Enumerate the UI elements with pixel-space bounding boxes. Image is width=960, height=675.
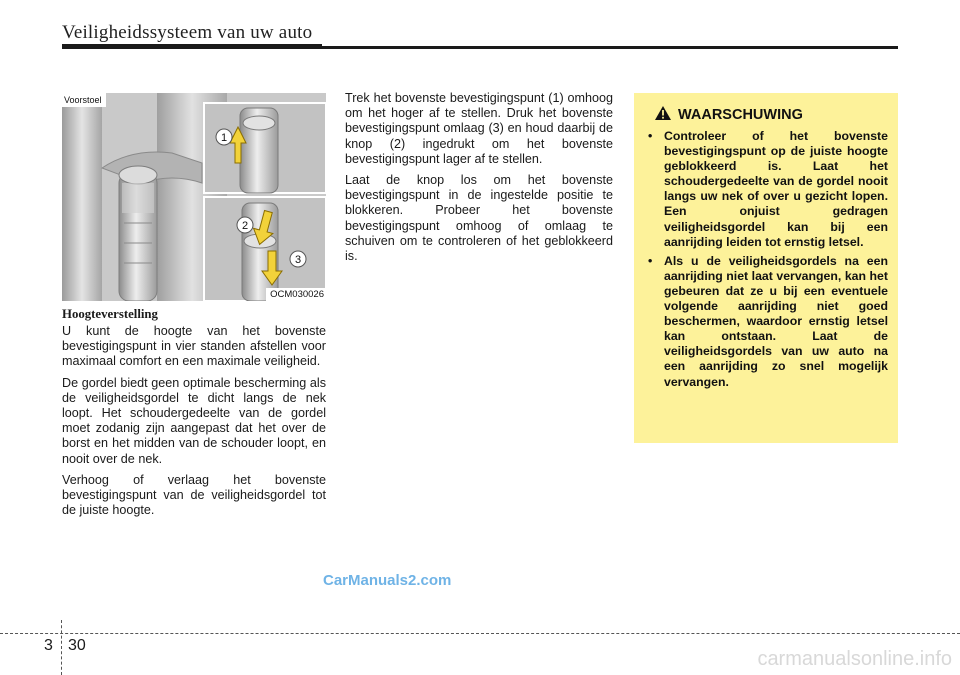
warning-item bbox=[644, 129, 888, 250]
warning-triangle-icon bbox=[654, 105, 672, 125]
footer-divider bbox=[0, 633, 960, 634]
seatbelt-anchor-illustration bbox=[62, 93, 326, 301]
callout-1: 1 bbox=[220, 132, 228, 144]
warning-item-text: Controleer of het bovenste bevestigingspunt op de juiste hoogte geblokkeerd is. Laat het schoudergedeelte van de gordel nooit langs uw nek of over u gezicht lopen. Een onjuist gedragen veiligheidsgordel kan bij een aanrijding leiden tot ernstig letsel. bbox=[664, 129, 888, 249]
site-watermark: carmanualsonline.info bbox=[757, 648, 952, 670]
bullet: • bbox=[648, 253, 653, 268]
paragraph: U kunt de hoogte van het bovenste bevestigingspunt in vier standen afstellen voor maximaal comfort en een maximale veiligheid. bbox=[62, 324, 326, 369]
warning-header bbox=[654, 105, 888, 125]
figure-label: Voorstoel bbox=[62, 93, 106, 107]
header-rule bbox=[62, 46, 898, 49]
page-number: 30 bbox=[68, 637, 86, 654]
warning-title: WAARSCHUWING bbox=[678, 107, 803, 123]
callout-2: 2 bbox=[241, 220, 249, 232]
paragraph: Trek het bovenste bevestigingspunt (1) omhoog om het hoger af te stellen. Druk het bovenste bevestigingspunt omlaag (3) en houd daarbij de knop (2) ingedrukt om het bovenste bevestigingspunt lager af te stellen. bbox=[345, 91, 613, 166]
callout-3: 3 bbox=[294, 254, 302, 266]
watermark-link[interactable]: CarManuals2.com bbox=[323, 572, 452, 589]
footer-vertical-divider bbox=[61, 620, 62, 675]
warning-box bbox=[634, 93, 898, 443]
chapter-number: 3 bbox=[44, 637, 53, 654]
seatbelt-anchor-figure bbox=[62, 93, 326, 301]
column-left bbox=[62, 307, 326, 524]
warning-item bbox=[644, 254, 888, 390]
page-header-title: Veiligheidssysteem van uw auto bbox=[62, 22, 313, 43]
section-heading: Hoogteverstelling bbox=[62, 307, 158, 321]
figure-code: OCM030026 bbox=[266, 288, 326, 301]
bullet: • bbox=[648, 129, 653, 143]
warning-list bbox=[644, 129, 888, 390]
warning-item-text: Als u de veiligheidsgordels na een aanrijding niet laat vervangen, kan het gebeuren dat ze u bij een eventuele volgende aanrijding niet goed beschermen, waardoor ernstig letsel kan ontstaan. Laat de veiligheidsgordels van uw auto na een aanrijding zo snel mogelijk vervangen. bbox=[664, 253, 888, 389]
column-middle bbox=[345, 91, 613, 270]
paragraph: Verhoog of verlaag het bovenste bevestigingspunt van de veiligheidsgordel tot de juiste hoogte. bbox=[62, 472, 326, 518]
paragraph: De gordel biedt geen optimale bescherming als de veiligheidsgordel te dicht langs de nek loopt. Het schoudergedeelte van de gordel moet zodanig zijn aangepast dat het over de borst en het midden van de schouder loopt, en nooit over de nek. bbox=[62, 375, 326, 466]
paragraph: Laat de knop los om het bovenste bevestigingspunt in de ingestelde positie te blokkeren. Probeer het bovenste bevestigingspunt omhoog of omlaag te schuiven om te controleren of het geblokkeerd is. bbox=[345, 173, 613, 264]
